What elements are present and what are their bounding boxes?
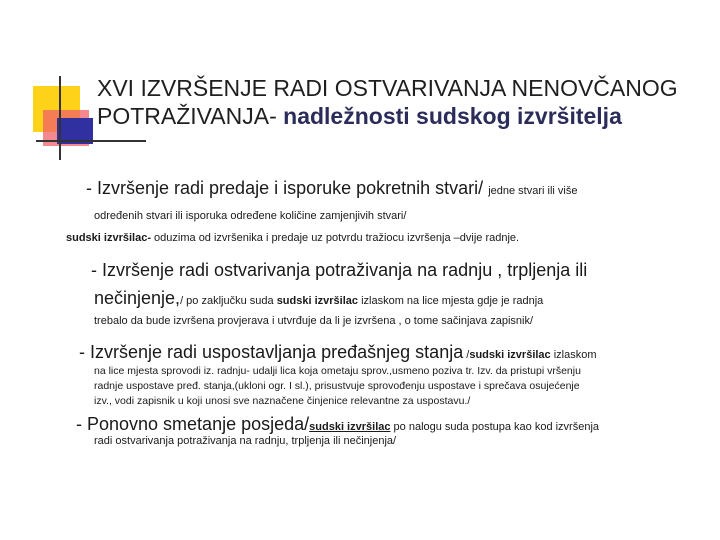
item-predaja-bold: sudski izvršilac- (66, 232, 151, 244)
item-radnja-rest: izlaskom na lice mjesta gdje je radnja (358, 295, 544, 307)
item-uspostava-pre: / (463, 349, 470, 361)
item-uspostava-body (94, 364, 709, 409)
decor-horizontal-line (36, 140, 146, 142)
item-radnja-heading2: nečinjenje, (94, 288, 181, 308)
item-radnja-mid: / po zaključku suda (180, 295, 277, 307)
item-predaja-heading: - Izvršenje radi predaje i isporuke pokretnih stvari/ (86, 178, 489, 198)
item-uspostava-line3: radnje uspostave pređ. stanja,(ukloni ogr. I sl.), prisustvuje sprovođenju uspostave i sprečava osujećenje (94, 380, 580, 392)
item-uspostava-tail: izlaskom (550, 349, 597, 361)
item-uspostava-line4: izv., vodi zapisnik u koji unosi sve naznačene činjenice relevantne za uspostavu./ (94, 395, 471, 407)
item-uspostava-bold: sudski izvršilac (469, 349, 551, 361)
item-predaja (86, 176, 706, 203)
item-radnja-bold: sudski izvršilac (276, 295, 359, 307)
item-predaja-rest: oduzima od izvršenika i predaje uz potvrdu tražiocu izvršenja –dvije radnje. (151, 232, 520, 244)
item-uspostava-line2: na lice mjesta sprovodi iz. radnju- udalji lica koja ometaju sprov.,usmeno poziva tr. Izv. da pristupi vršenju (94, 365, 581, 377)
item-predaja-line3 (66, 229, 706, 247)
title-line-2-bold: nadležnosti sudskog izvršitelja (283, 103, 622, 129)
item-predaja-line2: određenih stvari ili isporuka određene količine zamjenjivih stvari/ (94, 210, 407, 222)
title-line-2-normal: POTRAŽIVANJA- (97, 103, 284, 129)
item-predaja-heading-line (86, 176, 706, 203)
item-smetanje-bold: sudski izvršilac (309, 421, 391, 433)
slide-title (97, 74, 697, 130)
item-radnja-heading1: - Izvršenje radi ostvarivanja potraživanja na radnju , trpljenja ili (91, 260, 588, 280)
item-smetanje-tail: po nalogu suda postupa kao kod izvršenja (390, 421, 600, 433)
item-predaja-tail: jedne stvari ili više (488, 185, 578, 197)
title-line-2 (97, 102, 697, 130)
decor-vertical-line (59, 76, 61, 160)
item-uspostava-heading: - Izvršenje radi uspostavljanja pređašnjeg stanja (79, 342, 464, 362)
item-radnja-line2 (94, 286, 709, 313)
item-smetanje-line2: radi ostvarivanja potraživanja na radnju, trpljenja ili nečinjenja/ (94, 435, 397, 447)
item-smetanje-heading: - Ponovno smetanje posjeda/ (76, 414, 310, 434)
item-uspostava-heading-line (79, 340, 709, 367)
item-radnja-line3: trebalo da bude izvršena provjerava i utvrđuje da li je izvršena , o tome sačinjava zapisnik/ (94, 315, 534, 327)
title-line-1: XVI IZVRŠENJE RADI OSTVARIVANJA NENOVČANOG (97, 75, 678, 101)
